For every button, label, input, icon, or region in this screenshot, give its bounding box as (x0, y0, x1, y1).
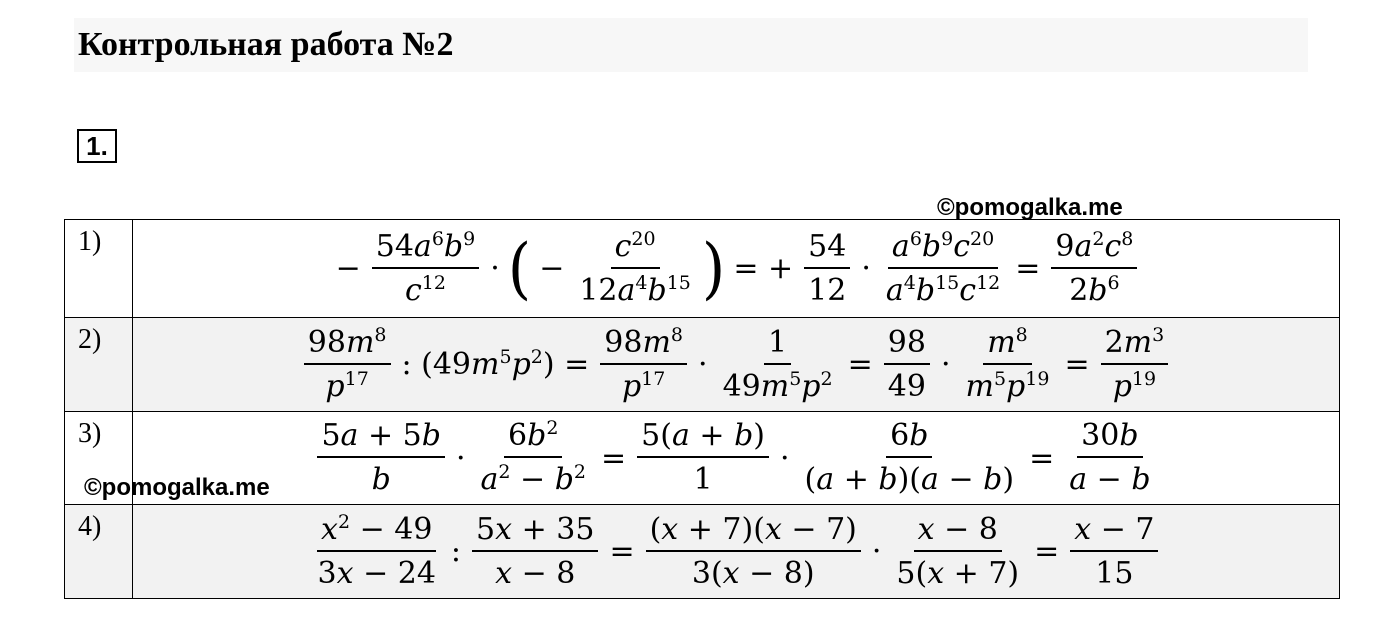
table-row (65, 318, 1340, 412)
row-number: 1) (65, 220, 133, 318)
math-expression: − $\frac{54a^6b^9}{c^{12}}$ · ( − $\frac{c^{20}}{12a^4b^{15}}$ ) = + $\frac{54}{12}$ · $\frac{a^6b^9c^{20}}{a^4b^{15}c^{12}}$ = $\frac{9a^2c^8}{2b^6}$ (330, 229, 1143, 309)
row-number: 2) (65, 318, 133, 412)
expression-2 (133, 318, 1340, 412)
watermark: ©pomogalka.me (937, 194, 1123, 221)
row-number: 4) (65, 505, 133, 599)
expression-4 (133, 505, 1340, 599)
table-row (65, 220, 1340, 318)
task-number-box: 1. (77, 129, 117, 163)
watermark: ©pomogalka.me (84, 474, 270, 501)
expression-1 (133, 220, 1340, 318)
solutions-table (64, 219, 1340, 599)
math-expression: $\frac{x^2 - 49}{3x - 24}$ : $\frac{5x + 35}{x - 8}$ = $\frac{(x + 7)(x - 7)}{3(x - 8)}$ · $\frac{x - 8}{5(x + 7)}$ = $\frac{x - 7}{15}$ (309, 512, 1164, 592)
page-title: Контрольная работа №2 (78, 26, 454, 63)
expression-3 (133, 412, 1340, 505)
math-expression: $\frac{98m^8}{p^{17}}$ : $(49m^5p^2)$ = $\frac{98m^8}{p^{17}}$ · $\frac{1}{49m^5p^2}$ = $\frac{98}{49}$ · $\frac{m^8}{m^5p^{19}}$ = $\frac{2m^3}{p^{19}}$ (299, 325, 1173, 405)
math-expression: $\frac{5a + 5b}{b}$ · $\frac{6b^2}{a^2 - b^2}$ = $\frac{5(a + b)}{1}$ · $\frac{6b}{(a + b)(a - b)}$ = $\frac{30b}{a - b}$ (312, 418, 1159, 498)
row-number: 3) (65, 412, 133, 505)
table-row (65, 505, 1340, 599)
